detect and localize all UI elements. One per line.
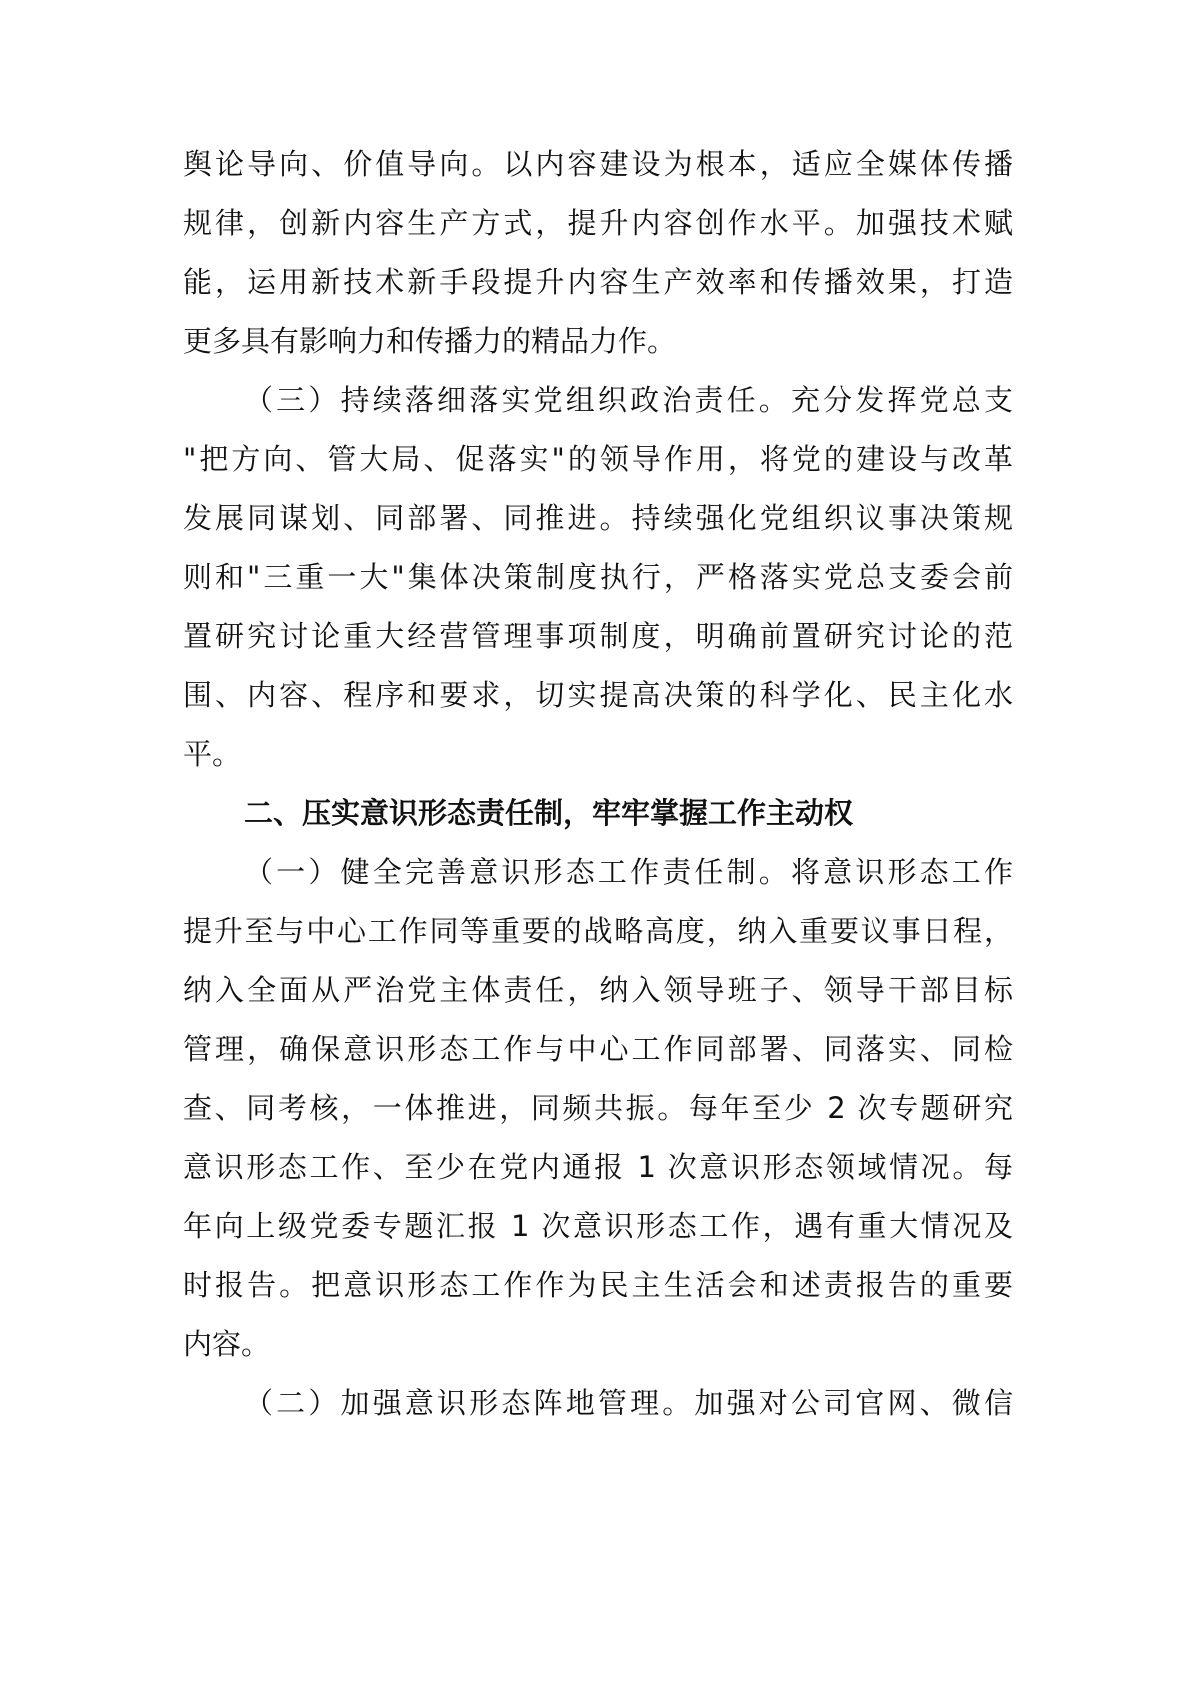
text-line: （一）健全完善意识形态工作责任制。将意识形态工作 xyxy=(244,855,1013,889)
text-line: 发展同谋划、同部署、同推进。持续强化党组织议事决策规 xyxy=(183,501,1013,535)
text-line: 时报告。把意识形态工作作为民主生活会和述责报告的重要 xyxy=(183,1268,1013,1302)
text-line: 能，运用新技术新手段提升内容生产效率和传播效果，打造 xyxy=(183,265,1013,299)
text-line: （三）持续落细落实党组织政治责任。充分发挥党总支 xyxy=(244,383,1013,417)
text-line: 平。 xyxy=(183,737,242,771)
text-line: 年向上级党委专题汇报 1 次意识形态工作，遇有重大情况及 xyxy=(183,1209,1013,1243)
text-line: 管理，确保意识形态工作与中心工作同部署、同落实、同检 xyxy=(183,1032,1013,1066)
text-line: 查、同考核，一体推进，同频共振。每年至少 2 次专题研究 xyxy=(183,1091,1013,1125)
text-line: 意识形态工作、至少在党内通报 1 次意识形态领域情况。每 xyxy=(183,1150,1013,1184)
text-line: "把方向、管大局、促落实"的领导作用，将党的建设与改革 xyxy=(183,442,1013,476)
text-line: 舆论导向、价值导向。以内容建设为根本，适应全媒体传播 xyxy=(183,147,1013,181)
text-line: 提升至与中心工作同等重要的战略高度，纳入重要议事日程， xyxy=(183,914,1013,948)
text-line: 规律，创新内容生产方式，提升内容创作水平。加强技术赋 xyxy=(183,206,1013,240)
text-line: 更多具有影响力和传播力的精品力作。 xyxy=(183,324,677,358)
text-line: 内容。 xyxy=(183,1327,271,1361)
text-line: 则和"三重一大"集体决策制度执行，严格落实党总支委会前 xyxy=(183,560,1013,594)
section-heading: 二、压实意识形态责任制，牢牢掌握工作主动权 xyxy=(244,796,854,830)
text-line: （二）加强意识形态阵地管理。加强对公司官网、微信 xyxy=(244,1386,1013,1420)
text-line: 围、内容、程序和要求，切实提高决策的科学化、民主化水 xyxy=(183,678,1013,712)
text-line: 置研究讨论重大经营管理事项制度，明确前置研究讨论的范 xyxy=(183,619,1013,653)
text-line: 纳入全面从严治党主体责任，纳入领导班子、领导干部目标 xyxy=(183,973,1013,1007)
